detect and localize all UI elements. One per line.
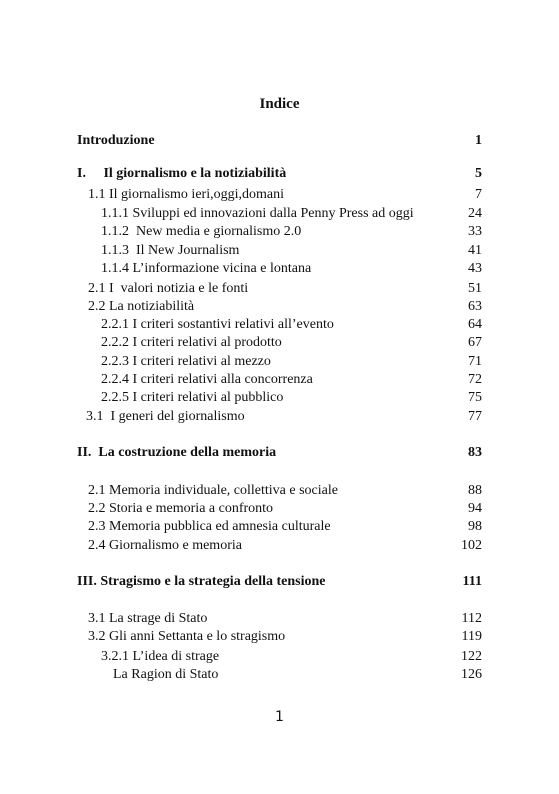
toc-entry	[101, 223, 482, 241]
toc-entry	[88, 186, 482, 204]
toc-entry-label: 3.2 Gli anni Settanta e lo stragismo	[88, 629, 286, 644]
toc-entry-page: 75	[468, 390, 482, 405]
toc-entry	[88, 298, 482, 316]
toc-entry-page: 5	[475, 166, 482, 181]
toc-title: Indice	[259, 96, 300, 112]
toc-entry	[113, 666, 482, 684]
toc-entry	[86, 408, 482, 426]
toc-entry	[101, 260, 482, 278]
toc-entry-label: Introduzione	[77, 133, 155, 148]
toc-entry-label: 2.2.1 I criteri sostantivi relativi all’evento	[101, 317, 334, 332]
toc-entry	[77, 573, 482, 591]
toc-entry-page: 98	[468, 519, 482, 534]
toc-entry	[101, 371, 482, 389]
toc-entry-page: 94	[468, 501, 482, 516]
toc-entry-page: 64	[468, 317, 482, 332]
toc-entry-page: 112	[461, 611, 482, 626]
toc-entry-page: 63	[468, 299, 482, 314]
toc-entry-label: 1.1.3 Il New Journalism	[101, 243, 240, 258]
toc-entry	[101, 316, 482, 334]
toc-entry-page: 102	[461, 538, 482, 553]
toc-entry	[88, 628, 482, 646]
toc-entry	[101, 353, 482, 371]
toc-entry-page: 24	[468, 206, 482, 221]
toc-entry	[77, 165, 482, 183]
toc-entry	[101, 242, 482, 260]
toc-entry-page: 72	[468, 372, 482, 387]
page-number: 1	[275, 709, 284, 725]
toc-entry-label: 2.1 Memoria individuale, collettiva e sociale	[88, 483, 338, 498]
toc-entry-page: 126	[461, 667, 482, 682]
toc-entry-page: 71	[468, 354, 482, 369]
toc-entry-page: 111	[462, 574, 482, 589]
toc-entry-label: 2.4 Giornalismo e memoria	[88, 538, 242, 553]
toc-entry-label: 3.1 I generi del giornalismo	[86, 409, 245, 424]
toc-entry-label: 3.2.1 L’idea di strage	[101, 649, 220, 664]
toc-entry-page: 51	[468, 281, 482, 296]
toc-entry-page: 83	[468, 445, 482, 460]
toc-entry-page: 77	[468, 409, 482, 424]
toc-entry-label: 2.2.3 I criteri relativi al mezzo	[101, 354, 271, 369]
toc-entry-label: II. La costruzione della memoria	[77, 445, 277, 460]
toc-entry-label: 1.1.1 Sviluppi ed innovazioni dalla Penny Press ad oggi	[101, 206, 414, 221]
toc-entry	[77, 444, 482, 462]
toc-entry-page: 33	[468, 224, 482, 239]
toc-entry-label: 2.2.5 I criteri relativi al pubblico	[101, 390, 284, 405]
toc-entry-label: 1.1 Il giornalismo ieri,oggi,domani	[88, 187, 284, 202]
toc-entry-label: 2.3 Memoria pubblica ed amnesia culturale	[88, 519, 331, 534]
toc-entry-page: 41	[468, 243, 482, 258]
toc-entry-label: 3.1 La strage di Stato	[88, 611, 208, 626]
toc-entry	[77, 132, 482, 150]
toc-entry	[101, 389, 482, 407]
toc-entry	[88, 500, 482, 518]
toc-entry	[88, 518, 482, 536]
toc-entry-label: 1.1.4 L’informazione vicina e lontana	[101, 261, 312, 276]
toc-entry-label: 2.2.4 I criteri relativi alla concorrenza	[101, 372, 313, 387]
toc-entry	[101, 334, 482, 352]
toc-entry-label: I. Il giornalismo e la notiziabilità	[77, 166, 287, 181]
toc-entry-label: La Ragion di Stato	[113, 667, 219, 682]
toc-entry-label: 2.2.2 I criteri relativi al prodotto	[101, 335, 282, 350]
toc-entry-page: 119	[461, 629, 482, 644]
toc-entry-label: 2.2 La notiziabilità	[88, 299, 195, 314]
toc-entry	[88, 537, 482, 555]
toc-entry-page: 7	[475, 187, 482, 202]
toc-entry-page: 67	[468, 335, 482, 350]
toc-entry	[88, 482, 482, 500]
toc-entry-page: 1	[475, 133, 482, 148]
toc-entry	[101, 205, 482, 223]
toc-entry-label: 2.1 I valori notizia e le fonti	[88, 281, 249, 296]
toc-entry-page: 88	[468, 483, 482, 498]
toc-entry-label: 1.1.2 New media e giornalismo 2.0	[101, 224, 302, 239]
toc-entry	[88, 610, 482, 628]
toc-entry-label: III. Stragismo e la strategia della tensione	[77, 574, 326, 589]
toc-entry-label: 2.2 Storia e memoria a confronto	[88, 501, 274, 516]
toc-entry	[101, 648, 482, 666]
toc-entry	[88, 280, 482, 298]
toc-entry-page: 43	[468, 261, 482, 276]
toc-entry-page: 122	[461, 649, 482, 664]
